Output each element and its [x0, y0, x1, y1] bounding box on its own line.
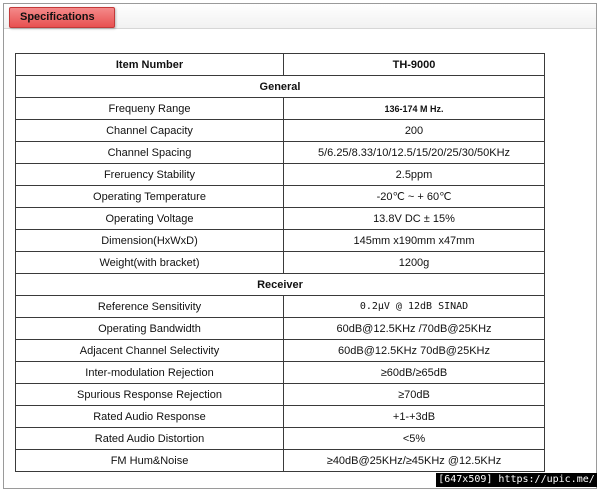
table-row	[16, 120, 545, 142]
top-band	[4, 4, 596, 29]
table-row	[16, 428, 545, 450]
spec-value: +1-+3dB	[284, 406, 545, 428]
table-row	[16, 252, 545, 274]
spec-value: <5%	[284, 428, 545, 450]
table-row	[16, 98, 545, 120]
spec-value: ≥60dB/≥65dB	[284, 362, 545, 384]
table-row	[16, 318, 545, 340]
spec-label: Weight(with bracket)	[16, 252, 284, 274]
spec-value: -20℃ ~ + 60℃	[284, 186, 545, 208]
spec-label: Freruency Stability	[16, 164, 284, 186]
spec-value: 200	[284, 120, 545, 142]
table-row	[16, 230, 545, 252]
spec-label: FM Hum&Noise	[16, 450, 284, 472]
header-model: TH-9000	[284, 54, 545, 76]
table-row	[16, 164, 545, 186]
spec-value: 2.5ppm	[284, 164, 545, 186]
spec-value: 5/6.25/8.33/10/12.5/15/20/25/30/50KHz	[284, 142, 545, 164]
table-row	[16, 450, 545, 472]
table-header-row	[16, 54, 545, 76]
header-item-number: Item Number	[16, 54, 284, 76]
spec-value: 13.8V DC ± 15%	[284, 208, 545, 230]
spec-label: Rated Audio Response	[16, 406, 284, 428]
spec-label: Operating Bandwidth	[16, 318, 284, 340]
spec-value: 0.2μV @ 12dB SINAD	[284, 296, 545, 318]
table-row	[16, 296, 545, 318]
spec-label: Rated Audio Distortion	[16, 428, 284, 450]
tab-label: Specifications	[20, 11, 95, 23]
spec-label: Channel Spacing	[16, 142, 284, 164]
spec-label: Operating Voltage	[16, 208, 284, 230]
tab-specifications[interactable]	[9, 7, 115, 28]
spec-value: 136-174 M Hz.	[284, 98, 545, 120]
table-row	[16, 406, 545, 428]
table-row	[16, 186, 545, 208]
section-row-receiver	[16, 274, 545, 296]
spec-label: Operating Temperature	[16, 186, 284, 208]
spec-value: ≥40dB@25KHz/≥45KHz @12.5KHz	[284, 450, 545, 472]
specifications-table	[15, 53, 545, 472]
spec-value: 145mm x190mm x47mm	[284, 230, 545, 252]
spec-label: Frequeny Range	[16, 98, 284, 120]
spec-label: Channel Capacity	[16, 120, 284, 142]
spec-label: Adjacent Channel Selectivity	[16, 340, 284, 362]
watermark-banner: [647x509] https://upic.me/	[436, 473, 597, 487]
section-title-receiver: Receiver	[16, 274, 545, 296]
spec-value: 60dB@12.5KHz /70dB@25KHz	[284, 318, 545, 340]
spec-label: Spurious Response Rejection	[16, 384, 284, 406]
spec-label: Inter-modulation Rejection	[16, 362, 284, 384]
table-row	[16, 362, 545, 384]
spec-label: Reference Sensitivity	[16, 296, 284, 318]
spec-value: 1200g	[284, 252, 545, 274]
table-row	[16, 384, 545, 406]
spec-value: 60dB@12.5KHz 70dB@25KHz	[284, 340, 545, 362]
table-row	[16, 208, 545, 230]
section-title-general: General	[16, 76, 545, 98]
section-row-general	[16, 76, 545, 98]
table-row	[16, 340, 545, 362]
spec-label: Dimension(HxWxD)	[16, 230, 284, 252]
spec-value: ≥70dB	[284, 384, 545, 406]
page-frame	[3, 3, 597, 489]
table-row	[16, 142, 545, 164]
